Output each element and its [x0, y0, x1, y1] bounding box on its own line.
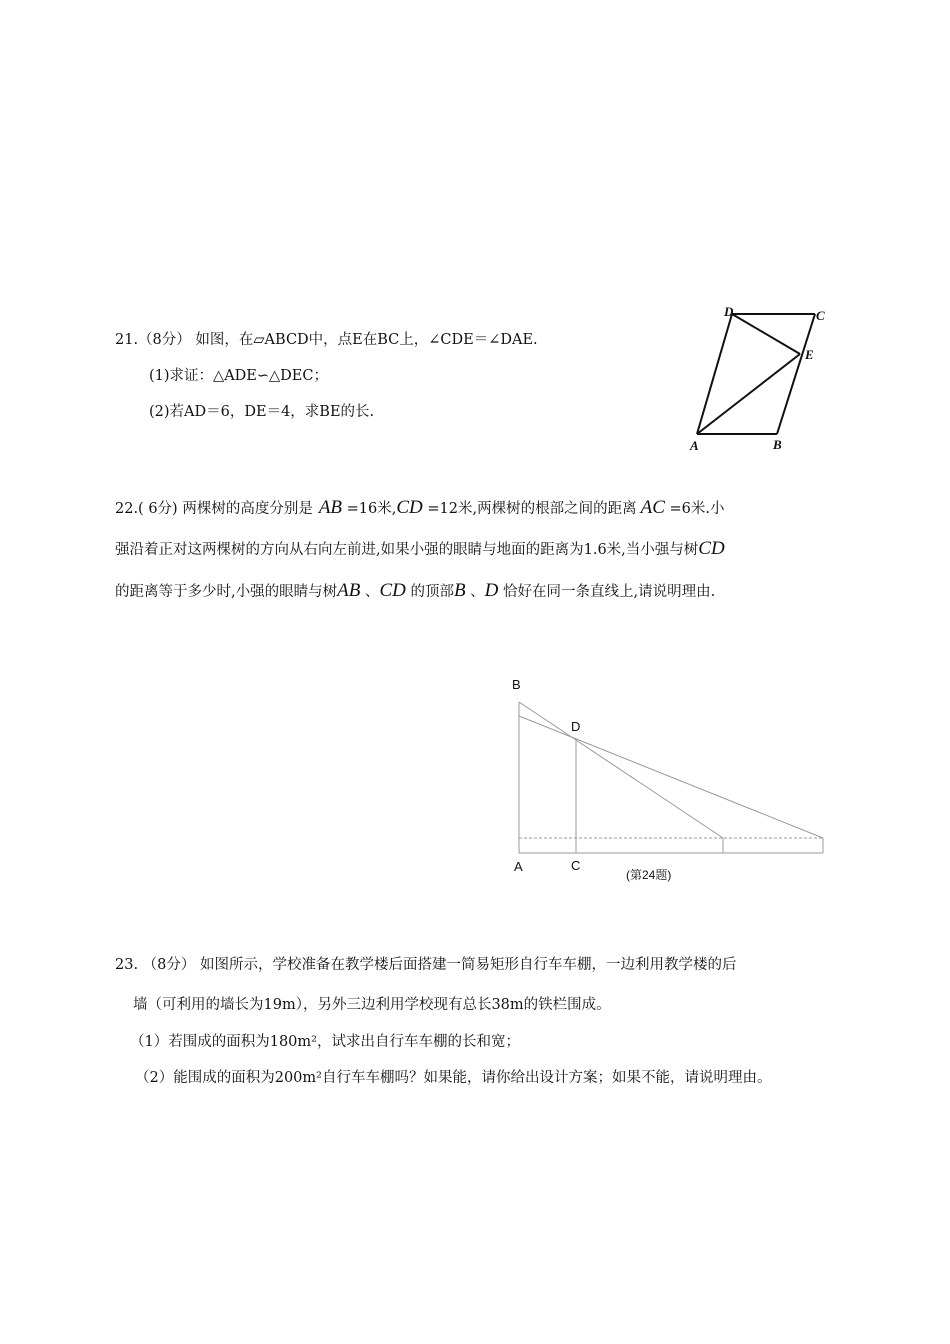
label-d: D: [724, 304, 734, 319]
q22-seg2: =16米,: [342, 501, 397, 517]
label-b: B: [512, 677, 521, 692]
q23-part1: （1）若围成的面积为180m²，试求出自行车车棚的长和宽；: [130, 1034, 520, 1050]
math-ab: AB: [318, 497, 343, 518]
q22-seg3: =12米,两棵树的根部之间的距离: [422, 501, 637, 517]
sightline-eye: [519, 716, 823, 838]
label-e: E: [805, 347, 814, 362]
label-c: C: [571, 858, 581, 873]
q23-stem-line2: 墙（可利用的墙长为19m），另外三边利用学校现有总长38m的铁栏围成。: [133, 997, 611, 1013]
label-a: A: [690, 438, 699, 453]
math-cd-3: CD: [379, 580, 406, 601]
q21-parallelogram-figure: [688, 304, 848, 454]
q22-line3e: 恰好在同一条直线上,请说明理由.: [498, 584, 716, 600]
segment-de: [732, 314, 800, 354]
q23-part2: （2）能围成的面积为200m²自行车车棚吗？如果能，请你给出设计方案；如果不能，请说明理由。: [135, 1070, 772, 1086]
label-a: A: [514, 859, 523, 874]
math-ab-3: AB: [337, 580, 361, 601]
q22-line3c: 的顶部: [405, 584, 454, 600]
segment-ae: [697, 354, 800, 434]
q23-stem-line1: 23. （8分） 如图所示，学校准备在教学楼后面搭建一简易矩形自行车车棚，一边利用教学楼的后: [115, 957, 737, 973]
math-b: B: [453, 580, 466, 601]
q21-stem: 21.（8分） 如图，在▱ABCD中，点E在BC上，∠CDE＝∠DAE.: [115, 332, 538, 348]
math-cd: CD: [396, 497, 423, 518]
q22-seg4: =6米.小: [664, 501, 725, 517]
q22-line2-text: 强沿着正对这两棵树的方向从右向左前进,如果小强的眼睛与地面的距离为1.6米,当小强与树: [115, 542, 699, 558]
math-d: D: [484, 580, 499, 601]
q22-line3b: 、: [360, 584, 380, 600]
q22-line3: [115, 580, 715, 602]
q22-seg1: 22.( 6分) 两棵树的高度分别是: [115, 501, 313, 517]
q22-trees-figure: [505, 674, 835, 882]
label-b: B: [773, 437, 782, 452]
sightline-b: [519, 702, 723, 838]
label-d: D: [571, 719, 581, 734]
q22-line2: [115, 538, 725, 560]
figure-caption: (第24题): [626, 868, 672, 882]
q22-line3a: 的距离等于多少时,小强的眼睛与树: [115, 584, 338, 600]
q22-line1: [115, 497, 724, 519]
math-cd-2: CD: [698, 538, 725, 559]
q22-line3d: 、: [465, 584, 485, 600]
q21-part2: (2)若AD＝6，DE＝4，求BE的长.: [149, 404, 375, 420]
side-cb: [777, 314, 815, 434]
q21-part1: (1)求证：△ADE∽△DEC；: [149, 368, 328, 384]
label-c: C: [816, 308, 825, 323]
side-ad: [697, 314, 732, 434]
math-ac: AC: [640, 497, 665, 518]
